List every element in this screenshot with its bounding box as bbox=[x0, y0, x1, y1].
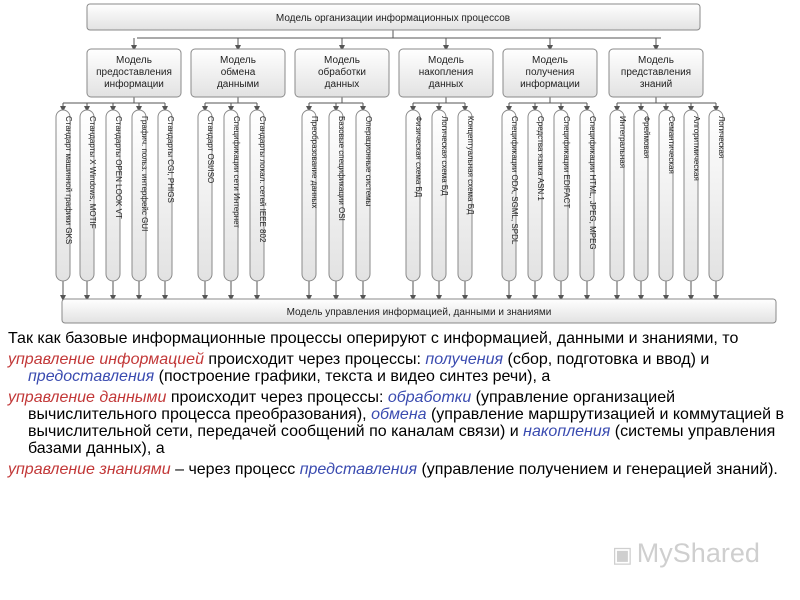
group-title-4: Модель bbox=[428, 55, 464, 66]
standard-label: Стандарты OPEN LOOK VT bbox=[114, 116, 123, 219]
standard-label: Физическая схема БД bbox=[414, 116, 423, 198]
top-model-title: Модель организации информационных процессов bbox=[275, 13, 511, 24]
standard-label: Средства языка ASN.1 bbox=[536, 116, 545, 201]
group-title-5: Модель bbox=[532, 55, 568, 66]
text-span: (управление маршрутизацией и коммутацией в вычислительной сети, передачей сообщений по каналам связи) и bbox=[28, 406, 785, 440]
group-title-3: Модель bbox=[324, 55, 360, 66]
standard-label: Логическая схема БД bbox=[440, 116, 449, 196]
standard-label: Концептуальная схема БД bbox=[466, 116, 475, 215]
group-title-3: обработки bbox=[317, 67, 367, 78]
group-title-1: информации bbox=[104, 79, 164, 90]
paragraph-knowledge bbox=[8, 461, 793, 478]
diagram-boxes bbox=[56, 4, 776, 323]
term-storage: накопления bbox=[523, 423, 611, 440]
text-span: (управление организацией вычислительного процесса преобразования), bbox=[28, 389, 676, 423]
text-span: – через процесс bbox=[170, 461, 300, 478]
standard-label: Стандарт машинной графики GKS bbox=[64, 116, 73, 245]
standard-label: Базовые спецификации OSI bbox=[337, 116, 346, 221]
text-span: (управление получением и генерацией знаний). bbox=[417, 461, 778, 478]
standard-label: Стандарты CGI, PHIGS bbox=[166, 116, 175, 203]
group-title-2: Модель bbox=[220, 55, 256, 66]
intro-text: Так как базовые информационные процессы оперируют с информацией, данными и знаниями, то bbox=[8, 330, 739, 347]
group-title-4: данных bbox=[428, 79, 464, 90]
group-title-2: данными bbox=[216, 79, 260, 90]
paragraph-intro bbox=[8, 330, 793, 347]
term-acquisition: получения bbox=[425, 351, 504, 368]
term-representation: представления bbox=[299, 461, 418, 478]
watermark-logo bbox=[612, 538, 760, 569]
standard-label: Графич. польз. интерфейс GUI bbox=[140, 116, 149, 232]
standard-label: Стандарт OSI/ISO bbox=[206, 116, 215, 184]
term-processing: обработки bbox=[387, 389, 472, 406]
presentation-icon: ▣ bbox=[612, 542, 633, 567]
text-span: (системы управления базами данных), а bbox=[28, 423, 776, 457]
watermark-text: MyShared bbox=[636, 538, 760, 568]
text-span: (построение графики, текста и видео синтез речи), а bbox=[154, 368, 551, 385]
term-data-management: управление данными bbox=[8, 389, 167, 406]
standard-label: Логическая bbox=[717, 116, 726, 159]
paragraph-data bbox=[8, 389, 793, 457]
term-knowledge-management: управление знаниями bbox=[8, 461, 171, 478]
term-presentation: предоставления bbox=[28, 368, 155, 385]
standard-label: Стандарты X Windows, MOTIF bbox=[88, 116, 97, 229]
standard-label: Спецификации сети Интернет bbox=[232, 116, 241, 228]
group-title-5: информации bbox=[520, 79, 580, 90]
term-information-management: управление информацией bbox=[8, 351, 204, 368]
group-title-4: накопления bbox=[418, 67, 474, 78]
text-span: (сбор, подготовка и ввод) и bbox=[503, 351, 710, 368]
group-title-6: знаний bbox=[639, 79, 673, 90]
description-text bbox=[8, 330, 793, 482]
standard-label: Фреймовая bbox=[642, 116, 651, 159]
standard-label: Стандарты локал. сетей IEEE 802 bbox=[258, 116, 267, 243]
group-title-5: получения bbox=[525, 67, 575, 78]
standard-label: Операционные системы bbox=[364, 116, 373, 207]
standard-label: Семантическая bbox=[667, 116, 676, 174]
standard-label: Спецификации EDIFACT bbox=[562, 116, 571, 209]
standard-label: Спецификации HTML, JPEG, MPEG bbox=[588, 116, 597, 250]
group-title-1: предоставления bbox=[96, 67, 172, 78]
bottom-model-title: Модель управления информацией, данными и знаниями bbox=[286, 307, 552, 318]
text-span: происходит через процессы: bbox=[203, 351, 426, 368]
group-title-1: Модель bbox=[116, 55, 152, 66]
group-title-2: обмена bbox=[220, 67, 256, 78]
group-title-6: Модель bbox=[638, 55, 674, 66]
paragraph-information bbox=[8, 351, 793, 385]
standard-label: Спецификации ODA, SGML, SPDL bbox=[510, 116, 519, 245]
standard-label: Интегральная bbox=[618, 116, 627, 169]
text-span: происходит через процессы: bbox=[166, 389, 388, 406]
group-title-6: представления bbox=[620, 67, 692, 78]
standard-label: Алгоритмическая bbox=[692, 116, 701, 181]
term-exchange: обмена bbox=[371, 406, 427, 423]
group-title-3: данных bbox=[324, 79, 360, 90]
standard-label: Преобразование данных bbox=[310, 116, 319, 209]
